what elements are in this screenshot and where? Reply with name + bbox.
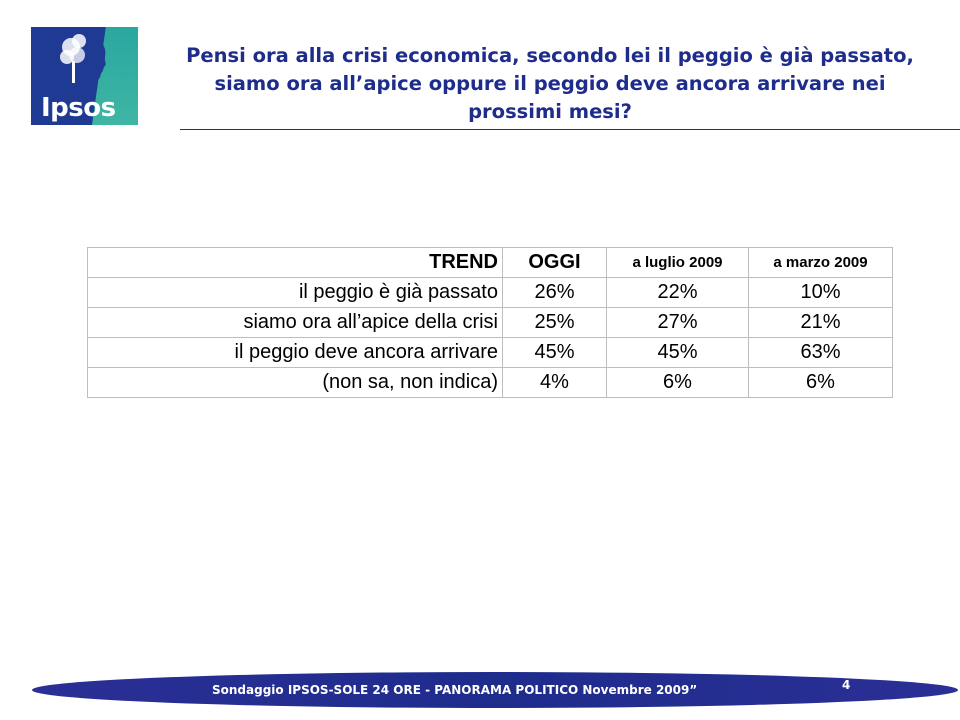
cell-marzo: 63% [749, 338, 893, 368]
title-line-3: prossimi mesi? [468, 100, 632, 123]
header-marzo-2009: a marzo 2009 [749, 248, 893, 278]
table-row [88, 278, 893, 308]
ipsos-logo [31, 27, 138, 125]
cell-marzo: 6% [749, 368, 893, 398]
row-label: il peggio deve ancora arrivare [88, 338, 503, 368]
header-oggi: OGGI [503, 248, 607, 278]
title-line-2: siamo ora all’apice oppure il peggio deve ancora arrivare nei [214, 72, 886, 95]
row-label: siamo ora all’apice della crisi [88, 308, 503, 338]
table-row [88, 368, 893, 398]
table-row [88, 308, 893, 338]
header-trend: TREND [88, 248, 503, 278]
footer-banner [30, 671, 960, 709]
page-number: 4 [842, 678, 851, 692]
row-label: (non sa, non indica) [88, 368, 503, 398]
title-divider [180, 129, 960, 130]
cell-luglio: 45% [607, 338, 749, 368]
cell-oggi: 25% [503, 308, 607, 338]
row-label: il peggio è già passato [88, 278, 503, 308]
footer-text: Sondaggio IPSOS-SOLE 24 ORE - PANORAMA POLITICO Novembre 2009” [212, 683, 698, 697]
cell-luglio: 22% [607, 278, 749, 308]
logo-wordmark: Ipsos [41, 93, 116, 123]
cell-oggi: 4% [503, 368, 607, 398]
cell-oggi: 45% [503, 338, 607, 368]
header-luglio-2009: a luglio 2009 [607, 248, 749, 278]
cell-marzo: 10% [749, 278, 893, 308]
title-line-1: Pensi ora alla crisi economica, secondo lei il peggio è già passato, [186, 44, 914, 67]
trend-table [87, 247, 893, 398]
cell-oggi: 26% [503, 278, 607, 308]
table-header-row [88, 248, 893, 278]
page-title [150, 42, 950, 126]
table-row [88, 338, 893, 368]
cell-marzo: 21% [749, 308, 893, 338]
cell-luglio: 27% [607, 308, 749, 338]
cell-luglio: 6% [607, 368, 749, 398]
tree-head-icon [59, 33, 111, 91]
